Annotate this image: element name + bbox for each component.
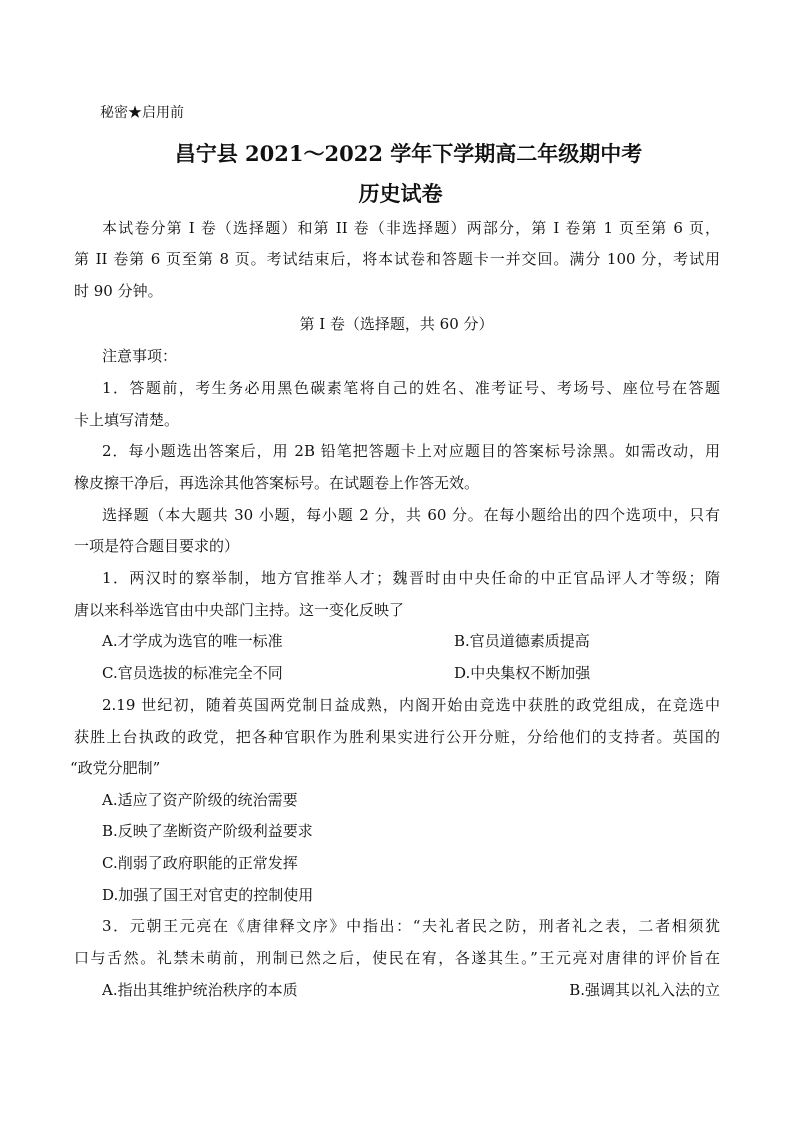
- question-1-option-a: A.才学成为选官的唯一标准: [102, 632, 283, 650]
- question-2-option-b: B.反映了垄断资产阶级利益要求: [102, 822, 313, 840]
- mc-instructions-line-1: 选择题（本大题共 30 小题，每小题 2 分，共 60 分。在每小题给出的四个选项中，只有: [102, 506, 720, 524]
- question-2-stem-line-3: “政党分肥制”: [70, 759, 161, 777]
- question-1-stem-line-1: 1．两汉时的察举制，地方官推举人才；魏晋时由中央任命的中正官品评人才等级；隋: [102, 569, 720, 587]
- section-heading: 第 I 卷（选择题，共 60 分）: [299, 315, 494, 333]
- question-1-option-c: C.官员选拔的标准完全不同: [102, 664, 283, 682]
- question-3-stem-line-1: 3．元朝王元亮在《唐律释文序》中指出：“夫礼者民之防，刑者礼之表，二者相须犹: [102, 917, 720, 935]
- intro-line-1: 本试卷分第 I 卷（选择题）和第 II 卷（非选择题）两部分，第 I 卷第 1 页至第 6 页，: [102, 219, 720, 237]
- note-1-line-2: 卡上填写清楚。: [74, 411, 180, 429]
- question-2-option-a: A.适应了资产阶级的统治需要: [102, 791, 298, 809]
- question-3-option-b: B.强调其以礼入法的立: [569, 981, 720, 999]
- question-3-stem-line-2: 口与舌然。礼禁未萌前，刑制已然之后，使民在宥，各遂其生。”王元亮对唐律的评价旨在: [74, 949, 720, 967]
- exam-subtitle: 历史试卷: [358, 181, 443, 206]
- question-2-option-d: D.加强了国王对官吏的控制使用: [102, 886, 314, 904]
- exam-title: 昌宁县 2021～2022 学年下学期高二年级期中考: [174, 141, 643, 166]
- question-1-stem-line-2: 唐以来科举选官由中央部门主持。这一变化反映了: [74, 601, 405, 619]
- mc-instructions-line-2: 一项是符合题目要求的）: [74, 537, 240, 555]
- intro-line-3: 时 90 分钟。: [74, 282, 163, 300]
- question-3-option-a: A.指出其维护统治秩序的本质: [102, 981, 298, 999]
- notes-heading: 注意事项：: [102, 347, 178, 365]
- intro-line-2: 第 II 卷第 6 页至第 8 页。考试结束后，将本试卷和答题卡一并交回。满分 100 分，考试用: [74, 250, 720, 268]
- question-2-stem-line-1: 2.19 世纪初，随着英国两党制日益成熟，内阁开始由竞选中获胜的政党组成，在竞选中: [102, 696, 720, 714]
- note-2-line-2: 橡皮擦干净后，再选涂其他答案标号。在试题卷上作答无效。: [74, 474, 480, 492]
- note-2-line-1: 2．每小题选出答案后，用 2B 铅笔把答题卡上对应题目的答案标号涂黑。如需改动，用: [102, 442, 720, 460]
- confidential-label: 秘密★启用前: [100, 105, 184, 121]
- question-2-stem-line-2: 获胜上台执政的政党，把各种官职作为胜利果实进行公开分赃，分给他们的支持者。英国的: [74, 728, 720, 746]
- question-2-option-c: C.削弱了政府职能的正常发挥: [102, 854, 298, 872]
- question-1-option-b: B.官员道德素质提高: [454, 632, 590, 650]
- question-1-option-d: D.中央集权不断加强: [454, 664, 591, 682]
- note-1-line-1: 1．答题前，考生务必用黑色碳素笔将自己的姓名、准考证号、考场号、座位号在答题: [102, 379, 720, 397]
